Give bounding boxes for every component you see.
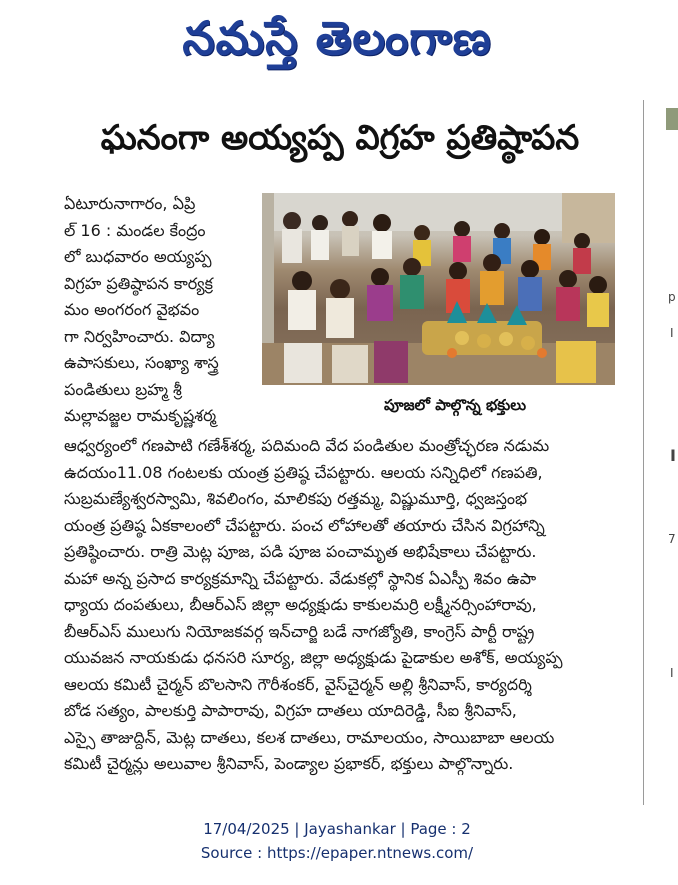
body-line: బీఆర్‌ఎస్ ములుగు నియోజకవర్గ ఇన్‌చార్జి బడే నాగజ్యోతి, కాంగ్రెస్ పార్టీ రాష్ట్ర: [64, 621, 535, 641]
masthead-logo-text: నమస్తే తెలంగాణ: [182, 11, 492, 65]
body-line: ల్ 16 : మండల కేంద్రం: [64, 220, 206, 240]
masthead: [0, 0, 674, 88]
body-line: ధ్యాయ దంపతులు, బీఆర్‌ఎస్ జిల్లా అధ్యక్షుడు కాకులమర్రి లక్ష్మీనర్సింహారావు,: [64, 595, 537, 614]
body-line: మహా అన్న ప్రసాద కార్యక్రమాన్ని చేపట్టారు. వేడుకల్లో స్థానిక ఏఎస్పీ శివం ఉపా: [64, 568, 537, 588]
body-line: ప్రతిష్ఠించారు. రాత్రి మెట్ల పూజ, పడి పూజ పంచామృత అభిషేకాలు చేపట్టారు.: [64, 542, 537, 561]
source-link[interactable]: Source : https://epaper.ntnews.com/: [200, 844, 474, 862]
adjacent-article-edge: [646, 100, 674, 805]
body-line: యంత్ర ప్రతిష్ఠ ఏకకాలంలో చేపట్టారు. పంచ లోహాలతో తయారు చేసిన విగ్రహాన్ని: [64, 515, 545, 535]
adjacent-text-fragment: 7: [668, 532, 676, 546]
article-body-intro: [64, 191, 254, 430]
adjacent-text-fragment: p: [668, 290, 676, 304]
body-line: ఎస్సై తాజుద్దిన్, మెట్ల దాతలు, కలశ దాతలు, రామాలయం, సాయిబాబా ఆలయ: [64, 727, 555, 747]
body-line: యువజన నాయకుడు ధనసరి సూర్య, జిల్లా అధ్యక్షుడు పైడాకుల అశోక్, అయ్యప్ప: [64, 648, 563, 667]
body-line: బోడ సత్యం, పాలకుర్తి పాపారావు, విగ్రహ దాతలు యాదిరెడ్డి, సీఐ శ్రీనివాస్,: [64, 701, 517, 720]
column-divider: [643, 100, 644, 805]
body-line: మల్లావజ్జల రామకృష్ణశర్మ: [64, 406, 217, 425]
adjacent-text-fragment: I: [670, 446, 676, 465]
body-line: కమిటీ చైర్మన్లు అలువాల శ్రీనివాస్, పెండ్యాల ప్రభాకర్, భక్తులు పాల్గొన్నారు.: [64, 754, 514, 773]
body-line: ఆధ్వర్యంలో గణపాటి గణేశ్‌శర్మ, పదిమంది వేద పండితుల మంత్రోచ్ఛరణ నడుమ: [64, 436, 550, 455]
adjacent-photo-edge: [666, 108, 678, 130]
body-line: పండితులు బ్రహ్మ శ్రీ: [64, 379, 182, 399]
body-line: ఏటూరునాగారం, ఏప్రి: [64, 194, 196, 213]
news-photo: [262, 193, 615, 385]
article-body-main: [64, 433, 630, 778]
body-line: ఆలయ కమిటీ చైర్మన్ బొలసాని గౌరీశంకర్, వైస్‌చైర్మన్ అల్లి శ్రీనివాస్, కార్యదర్శి: [64, 674, 532, 694]
article-headline: ఘనంగా అయ్యప్ప విగ్రహ ప్రతిష్ఠాపన: [100, 118, 580, 158]
body-line: ఉదయం11.08 గంటలకు యంత్ర ప్రతిష్ఠ చేపట్టారు. ఆలయ సన్నిధిలో గణపతి,: [64, 462, 543, 482]
adjacent-text-fragment: I: [670, 666, 674, 680]
edition-info: 17/04/2025 | Jayashankar | Page : 2: [203, 820, 471, 838]
body-line: సుబ్రమణ్యేశ్వరస్వామి, శివలింగం, మాలికపు రత్తమ్మ, విష్ణుమూర్తి, ధ్వజస్తంభ: [64, 489, 528, 508]
crowd-illustration: [262, 193, 615, 385]
photo-caption: పూజలో పాల్గొన్న భక్తులు: [383, 396, 527, 414]
body-line: విగ్రహ ప్రతిష్ఠాపన కార్యక్ర: [64, 273, 213, 293]
body-line: గా నిర్వహించారు. విద్యా: [64, 326, 215, 346]
body-line: ఉపాసకులు, సంఖ్యా శాస్త్ర: [64, 353, 219, 372]
adjacent-text-fragment: I: [670, 326, 674, 340]
body-line: మం అంగరంగ వైభవం: [64, 300, 200, 319]
body-line: లో బుధవారం అయ్యప్ప: [64, 247, 212, 266]
page-footer: [0, 817, 674, 865]
